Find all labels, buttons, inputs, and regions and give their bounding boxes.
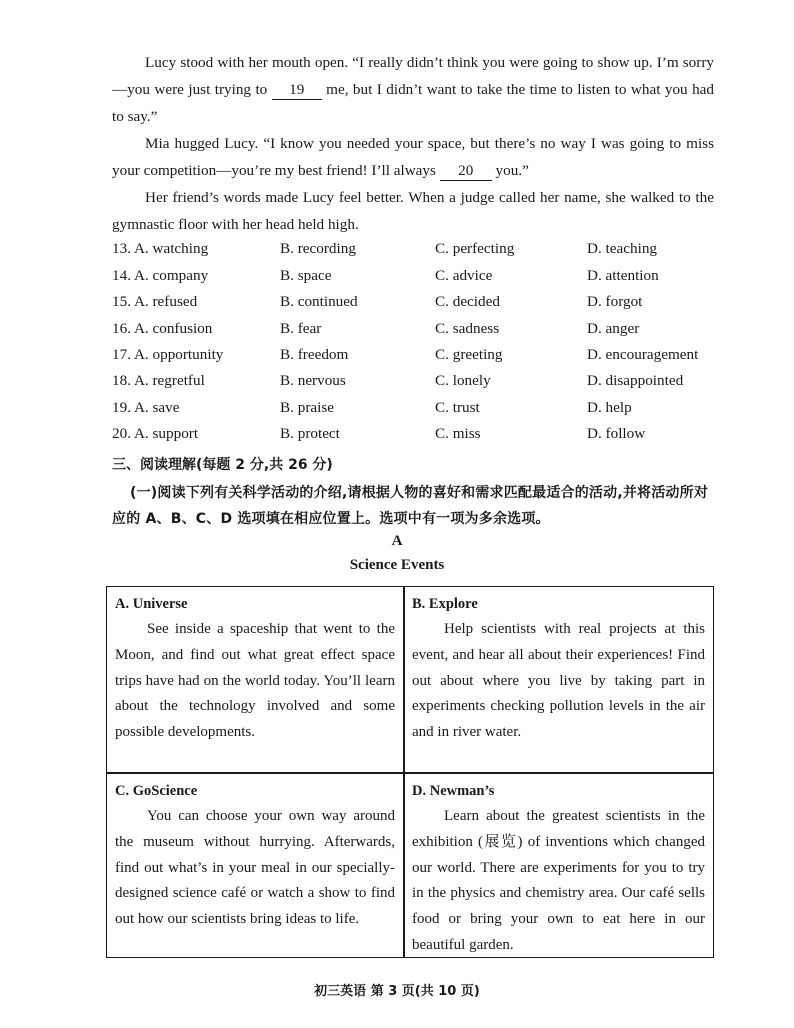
event-cell-universe	[107, 587, 403, 772]
event-cell-goscience	[107, 774, 403, 957]
passage-paragraph-3: Her friend’s words made Lucy feel better. When a judge called her name, she walked to the gymnastic floor with her head held high.	[112, 189, 714, 233]
event-title: C. GoScience	[115, 783, 198, 799]
section-heading: 三、阅读理解(每题 2 分,共 26 分)	[112, 457, 333, 473]
event-cell-explore	[404, 587, 713, 772]
event-title: A. Universe	[115, 596, 188, 612]
blank-20: 20	[440, 162, 492, 181]
table-title: Science Events	[349, 557, 445, 573]
event-title: B. Explore	[412, 596, 478, 612]
science-events-table	[106, 586, 714, 958]
part-letter: A	[391, 533, 403, 549]
event-description: Learn about the greatest scientists in the exhibition (展览) of inventions which changed our world. There are experiments for you to try in the physics and chemistry area. Our café sells food or bring your own to eat here in our beautiful garden.	[412, 808, 705, 953]
event-description: You can choose your own way around the museum without hurrying. Afterwards, find out what’s in your meal in our specially-designed science café or watch a show to find out how our scientists bring ideas to life.	[115, 808, 395, 928]
passage-paragraph-2: Mia hugged Lucy. “I know you needed your space, but there’s no way I was going to miss your competition—you’re my best friend! I’ll always 20 you.”	[112, 135, 714, 179]
passage-paragraph-1: Lucy stood with her mouth open. “I really didn’t think you were going to show up. I’m sorry—you were just trying to 19 me, but I didn’t want to take the time to listen to what you had to say.”	[112, 54, 715, 125]
event-title: D. Newman’s	[412, 783, 495, 799]
blank-19: 19	[272, 81, 322, 100]
event-description: Help scientists with real projects at this event, and hear all about their experiences! Find out about where you live by taking part in experiments checking pollution levels in the air and in river water.	[412, 621, 705, 741]
section-instructions: (一)阅读下列有关科学活动的介绍,请根据人物的喜好和需求匹配最适合的活动,并将活动所对应的 A、B、C、D 选项填在相应位置上。选项中有一项为多余选项。	[112, 485, 709, 527]
event-cell-newmans	[404, 774, 713, 957]
page-footer: 初三英语 第 3 页(共 10 页)	[314, 984, 480, 999]
exam-page: Lucy stood with her mouth open. “I really didn’t think you were going to show up. I’m sorry—you were just trying to 19 me, but I didn’t want to take the time to listen to what you had to say.” Mia hugged Lucy. “I know you needed your space, but there’s no way I was going to miss your competition—you’re my best friend! I’ll always 20 you.” Her friend’s words made Lucy feel better. When a judge called her name, she walked to the gymnastic floor with her head held high. 13. A. watching B. recording C. perfecting D. teaching 14. A. company B. space C. advice D. attention 15. A. refused B. continued C. decided D. forgot 16. A. confusion B. fear C. sadness D. anger 17. A. opportunity B. freedom C. greeting D. encouragement 18. A. regretful B. nervous C. lonely D. disappointed 19. A. save B. praise C. trust D. help 20. A. support B. protect C. miss D. follow 三、阅读理解(每题 2 分,共 26 分) (一)阅读下列有关科学活动的介绍,请根据人物的喜好和需求匹配最适合的活动,并将活动所对应的 A、B、C、D 选项填在相应位置上。选项中有一项为多余选项。 A Science Events A. Universe See inside a spaceship that went to the Moon, and find out what great effect space trips have had on the world today. You’ll learn about the technology involved and some possible developments. B. Explore Help scientists with real projects at this event, and hear all about their experiences! Find out about where you live by taking part in experiments checking pollution levels in the air and in river water. C. GoScience You can choose your own way around the museum without hurrying. Afterwards, find out what’s in your meal in our specially-designed science café or watch a show to find out how our scientists bring ideas to life. D. Newman’s Learn about the greatest scientists in the exhibition (展览) of inventions which changed our world. There are experiments for you to try in the physics and chemistry area. Our café sells food or bring your own to eat here in our beautiful garden. 初三英语 第 3 页(共 10 页)	[0, 0, 794, 1028]
event-description: See inside a spaceship that went to the Moon, and find out what great effect space trips have had on the world today. You’ll learn about the technology involved and some possible developments.	[115, 621, 395, 741]
